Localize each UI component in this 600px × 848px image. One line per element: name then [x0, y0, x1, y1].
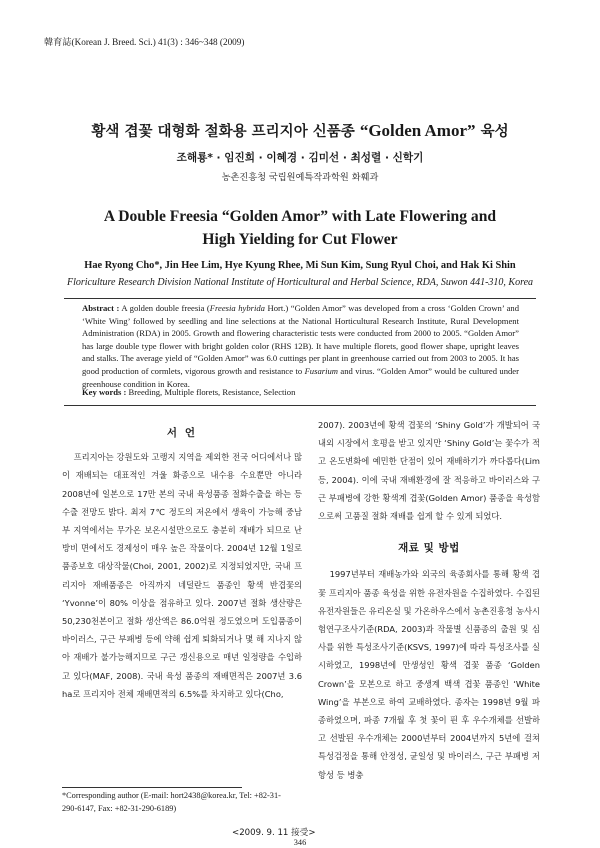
keywords-label: Key words :	[82, 387, 127, 397]
footnote-line1: *Corresponding author (E-mail: hort2438@korea.kr, Tel: +82-31-	[62, 791, 281, 800]
journal-citation: 韓育誌(Korean J. Breed. Sci.) 41(3) : 346~348 (2009)	[44, 37, 245, 47]
korean-title-cultivar: “Golden Amor”	[359, 121, 476, 140]
abstract-label: Abstract :	[82, 303, 120, 313]
korean-title-suffix: 육성	[475, 124, 509, 140]
abstract-text-pre: A golden double freesia (	[119, 303, 210, 313]
received-date: <2009. 9. 11 接受>	[232, 828, 316, 838]
abstract-text-post: and virus. “Golden Amor” would be cultured under greenhouse condition in Korea.	[82, 365, 519, 389]
english-affiliation: Floriculture Research Division National Institute of Horticultural and Herbal Science, RDA, Suwon 441-310, Korea	[66, 277, 534, 288]
left-column	[62, 424, 302, 703]
english-title	[0, 205, 600, 251]
english-title-line2: High Yielding for Cut Flower	[202, 231, 398, 248]
intro-paragraph: 프리지아는 강원도와 고랭지 지역을 제외한 전국 어디에서나 많이 재배되는 대표적인 겨울 화종으로 내수용 수요뿐만 아니라 2008년에 일본으로 17만 본의 국내 육성품종 절화수출을 하는 등 수출 전망도 밝다. 최저 7℃ 정도의 저온에서 생육이 가능해 중남부 지역에서는 무가온 보온시설만으로도 충분히 재배가 되므로 난방비 면에서도 경제성이 매우 높은 작물이다. 2004년 12월 1일로 품종보호 대상작물(Choi, 2001, 2002)로 지정되었지만, 국내 프리지아 재배품종은 아직까지 네덜란드 품종인 황색 반겹꽃의 ‘Yvonne’이 80% 이상을 점유하고 있다. 2007년 절화 생산량은 50,230천본이고 절화 생산액은 86.0억원 정도였으며 도입품종이 바이러스, 구근 부패병 등에 약해 쉽게 퇴화되거나 몇 해 지나지 않아 재배가 불가능해지므로 구근 갱신용으로 매년 일정량을 수입하고 있다(MAF, 2008). 국내 육성 품종의 재배면적은 2007년 3.6 ha로 프리지아 전체 재배면적의 6.5%를 차지하고 있다(Cho,	[62, 452, 302, 699]
korean-title	[0, 120, 600, 141]
english-authors: Hae Ryong Cho*, Jin Hee Lim, Hye Kyung Rhee, Mi Sun Kim, Sung Ryul Choi, and Hak Ki Shin	[84, 260, 516, 271]
korean-affiliation: 농촌진흥청 국립원예특작과학원 화훼과	[221, 172, 379, 183]
corresponding-author-footnote	[62, 790, 302, 815]
footnote-rule	[62, 787, 242, 788]
footnote-line2: 290-6147, Fax: +82-31-290-6189)	[62, 803, 177, 813]
intro-heading: 서 언	[166, 427, 198, 439]
abstract-top-rule	[64, 298, 536, 299]
methods-paragraph: 1997년부터 재배농가와 외국의 육종회사를 통해 황색 겹꽃 프리지아 품종 육성을 위한 유전자원을 수집하였다. 수집된 유전자원들은 유리온실 및 가온하우스에서 농촌진흥청 농사시험연구조사기준(RDA, 2003)과 작물별 신품종의 출원 및 심사를 위한 특성조사기준(KSVS, 1997)에 따라 특성조사를 실시하였고, 1998년에 만생성인 황색 겹꽃 품종 ‘Golden Crown’을 모본으로 하고 중생계 백색 겹꽃 품종인 ‘White Wing’을 부본으로 하여 교배하였다. 종자는 1998년 9월 파종하였으며, 파종 7개월 후 첫 꽃이 핀 후 우수개체를 선발하고 선발된 우수개체는 2000년부터 2004년까지 5년에 걸쳐 특성검정을 통해 안정성, 균일성 및 바이러스, 구근 부패병 저항성 등 병충	[318, 569, 540, 780]
abstract	[82, 302, 519, 390]
keywords	[82, 387, 519, 397]
intro-continuation: 2007). 2003년에 황색 겹꽃의 ‘Shiny Gold’가 개발되어 국내외 시장에서 호평을 받고 있지만 ‘Shiny Gold’는 꽃수가 적고 온도변화에 예민한 단점이 있어 재배하기가 까다롭다(Lim 등, 2004). 이에 국내 재배환경에 잘 적응하고 바이러스와 구근 부패병에 강한 황색계 겹꽃(Golden Amor) 품종을 육성함으로써 고품질 절화 재배를 쉽게 할 수 있게 되었다.	[318, 420, 540, 522]
abstract-fusarium: Fusarium	[304, 365, 338, 376]
keywords-text: Breeding, Multiple florets, Resistance, Selection	[126, 387, 296, 397]
right-column	[318, 416, 540, 784]
page-number: 346	[293, 838, 307, 847]
korean-authors: 조해룡* · 임진희 · 이혜경 · 김미선 · 최성렬 · 신학기	[176, 152, 424, 164]
methods-heading: 재료 및 방법	[398, 542, 460, 555]
korean-title-prefix: 황색 겹꽃 대형화 절화용 프리지아 신품종	[91, 124, 360, 140]
abstract-bottom-rule	[64, 405, 536, 406]
abstract-text-mid: Hort.) “Golden Amor” was developed from a cross ‘Golden Crown’ and ‘White Wing’ followed by seedling and line selections at the National Horticultural Research Institute, Rural Development Administration (RDA) in 2005. Growth and flowering characteristic tests were conducted from 2000 to 2005. “Golden Amor” has large double type flower with bright golden color (RHS 12B). It have multiple florets, good flower shape, upright leaves and stalks. The average yield of “Golden Amor” was 6.0 cuttings per plant in greenhouse carried out from 2003 to 2005. It has good production of cormlets, vigorous growth and resistance to	[82, 303, 519, 376]
english-title-line1: A Double Freesia “Golden Amor” with Late Flowering and	[103, 208, 497, 225]
abstract-species: Freesia hybrida	[209, 303, 265, 313]
